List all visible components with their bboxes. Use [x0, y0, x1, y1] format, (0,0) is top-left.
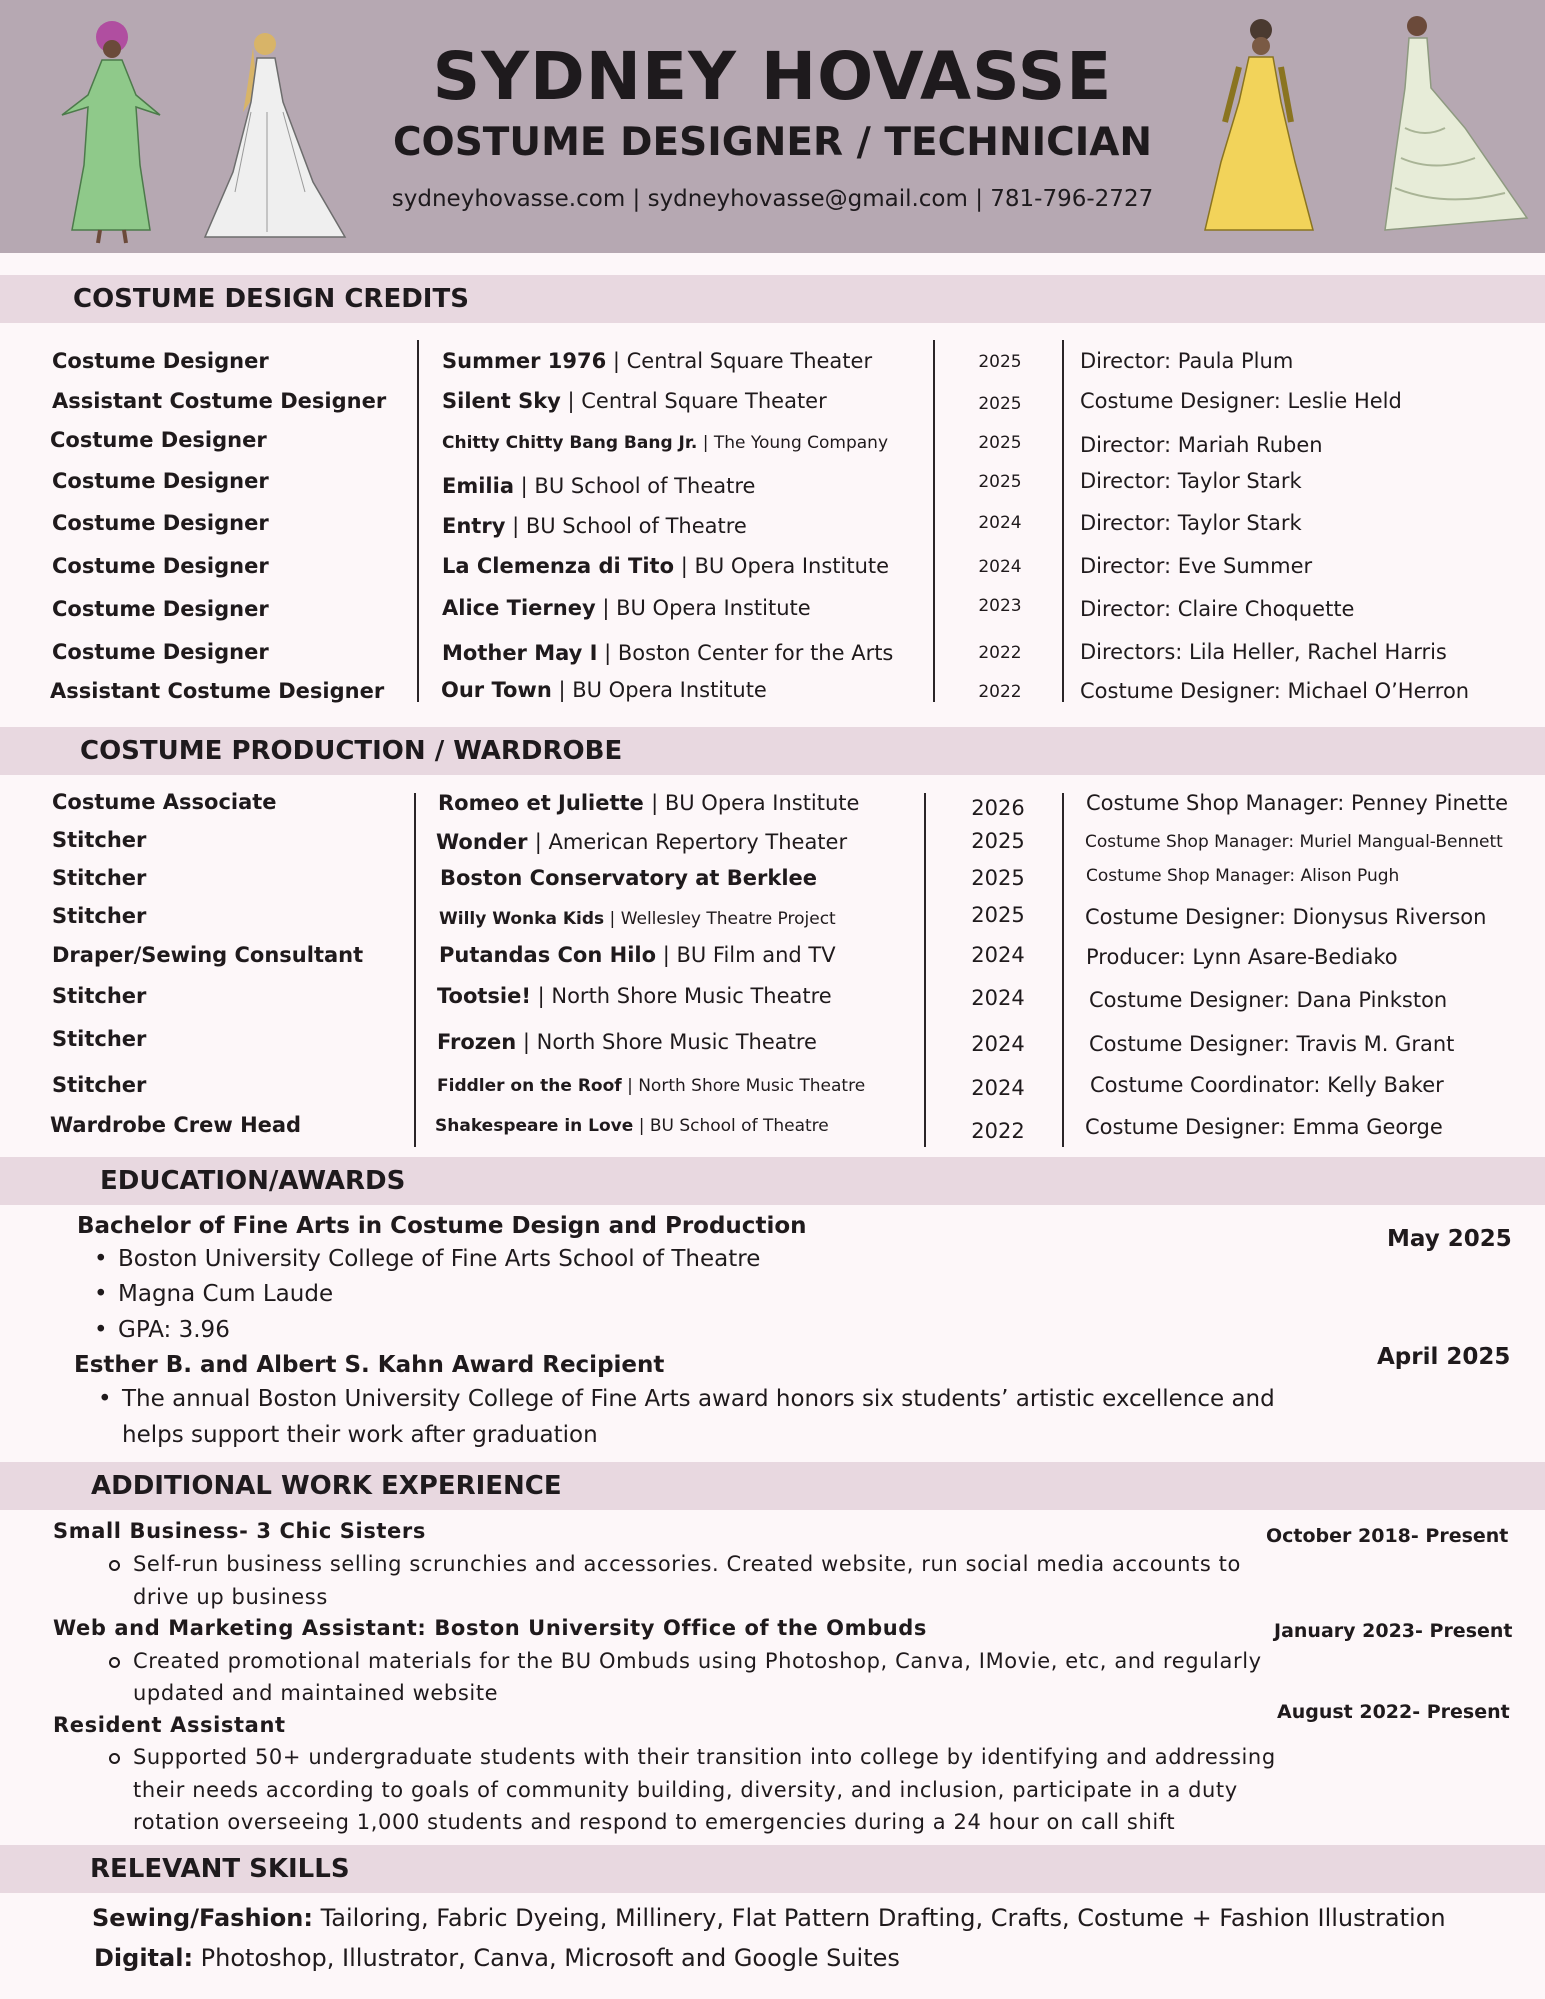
- section-skills: [0, 1845, 1545, 1893]
- credit-year: 2023: [978, 596, 1022, 616]
- degree-bullet: • GPA: 3.96: [118, 1317, 230, 1343]
- production-role: Stitcher: [52, 1073, 147, 1097]
- production-year: 2025: [971, 866, 1025, 890]
- production-year: 2024: [971, 986, 1025, 1010]
- job-title: Web and Marketing Assistant: Boston University Office of the Ombuds: [53, 1616, 927, 1640]
- production-role: Draper/Sewing Consultant: [52, 943, 364, 967]
- degree-bullet: • Boston University College of Fine Arts School of Theatre: [118, 1246, 760, 1272]
- section-title: COSTUME DESIGN CREDITS: [73, 284, 469, 314]
- credit-contact: Director: Taylor Stark: [1080, 511, 1302, 535]
- production-show: Tootsie! | North Shore Music Theatre: [437, 984, 832, 1008]
- credit-show: Alice Tierney | BU Opera Institute: [442, 596, 811, 620]
- production-row: [0, 943, 1545, 977]
- contact-line: sydneyhovasse.com | sydneyhovasse@gmail.com | 781-796-2727: [391, 186, 1154, 212]
- award-bullet-continued: helps support their work after graduation: [122, 1422, 598, 1448]
- production-year: 2025: [971, 903, 1025, 927]
- credit-row: [0, 511, 1545, 545]
- credit-year: 2025: [978, 472, 1022, 492]
- credit-show: Summer 1976 | Central Square Theater: [442, 349, 873, 373]
- credit-show: Emilia | BU School of Theatre: [442, 474, 756, 498]
- credit-year: 2024: [978, 557, 1022, 577]
- production-role: Stitcher: [52, 984, 147, 1008]
- production-show: Fiddler on the Roof | North Shore Music Theatre: [437, 1076, 866, 1096]
- credit-show: Chitty Chitty Bang Bang Jr. | The Young Company: [442, 433, 889, 453]
- production-role: Wardrobe Crew Head: [50, 1113, 302, 1137]
- credit-role: Costume Designer: [52, 554, 269, 578]
- resume-title: COSTUME DESIGNER / TECHNICIAN: [392, 120, 1153, 165]
- job-description-continued: their needs according to goals of community building, diversity, and inclusion, participate in a duty: [133, 1778, 1238, 1802]
- credit-show: Our Town | BU Opera Institute: [441, 678, 767, 702]
- production-role: Stitcher: [52, 904, 147, 928]
- credit-role: Costume Designer: [50, 428, 267, 452]
- credit-show: Mother May I | Boston Center for the Arts: [442, 641, 894, 665]
- section-title: ADDITIONAL WORK EXPERIENCE: [91, 1471, 562, 1501]
- credit-row: [0, 679, 1545, 713]
- production-role: Costume Associate: [52, 790, 277, 814]
- credit-contact: Director: Mariah Ruben: [1080, 433, 1323, 457]
- credit-year: 2024: [978, 513, 1022, 533]
- production-year: 2022: [971, 1119, 1025, 1143]
- credit-row: [0, 554, 1545, 588]
- section-design-credits: [0, 275, 1545, 323]
- credit-year: 2025: [978, 433, 1022, 453]
- production-contact: Costume Designer: Dionysus Riverson: [1085, 905, 1487, 929]
- production-contact: Costume Shop Manager: Penney Pinette: [1086, 791, 1509, 815]
- production-role: Stitcher: [52, 828, 147, 852]
- production-contact: Producer: Lynn Asare-Bediako: [1086, 945, 1398, 969]
- production-year: 2026: [971, 796, 1025, 820]
- production-contact: Costume Shop Manager: Muriel Mangual-Bennett: [1085, 832, 1503, 852]
- credit-row: [0, 428, 1545, 462]
- job-description-continued: updated and maintained website: [133, 1681, 499, 1705]
- production-contact: Costume Designer: Travis M. Grant: [1089, 1032, 1455, 1056]
- credit-year: 2025: [978, 394, 1022, 414]
- production-row: [0, 1073, 1545, 1107]
- credit-contact: Directors: Lila Heller, Rachel Harris: [1080, 640, 1447, 664]
- job-date: October 2018- Present: [1266, 1525, 1509, 1547]
- production-show: Putandas Con Hilo | BU Film and TV: [439, 943, 836, 967]
- job-description-continued: drive up business: [133, 1585, 328, 1609]
- degree-bullet: • Magna Cum Laude: [118, 1281, 333, 1307]
- production-show: Willy Wonka Kids | Wellesley Theatre Project: [439, 909, 836, 929]
- section-title: COSTUME PRODUCTION / WARDROBE: [80, 736, 623, 766]
- credit-show: Entry | BU School of Theatre: [442, 514, 747, 538]
- production-show: Shakespeare in Love | BU School of Theatre: [435, 1116, 829, 1136]
- credit-contact: Director: Eve Summer: [1080, 554, 1313, 578]
- section-title: EDUCATION/AWARDS: [100, 1166, 406, 1196]
- skills-sewing: [92, 1904, 1446, 1932]
- skills-digital: [94, 1944, 900, 1972]
- skills-sewing-label: Sewing/Fashion:: [92, 1904, 313, 1932]
- credit-role: Costume Designer: [52, 597, 269, 621]
- job-description: Created promotional materials for the BU Ombuds using Photoshop, Canva, IMovie, etc, and regularly: [133, 1649, 1262, 1673]
- credit-contact: Director: Paula Plum: [1080, 349, 1294, 373]
- production-contact: Costume Designer: Dana Pinkston: [1089, 988, 1448, 1012]
- header-banner: [0, 0, 1545, 253]
- credit-contact: Director: Taylor Stark: [1080, 469, 1302, 493]
- production-year: 2024: [971, 943, 1025, 967]
- production-show: Frozen | North Shore Music Theatre: [437, 1030, 817, 1054]
- section-title: RELEVANT SKILLS: [90, 1854, 350, 1884]
- production-contact: Costume Coordinator: Kelly Baker: [1090, 1073, 1444, 1097]
- credit-row: [0, 349, 1545, 383]
- job-date: August 2022- Present: [1277, 1701, 1510, 1723]
- job-description: Self-run business selling scrunchies and accessories. Created website, run social media accounts to: [133, 1552, 1241, 1576]
- award-bullet: • The annual Boston University College of Fine Arts award honors six students’ artistic excellence and: [122, 1386, 1275, 1412]
- production-year: 2025: [971, 829, 1025, 853]
- production-row: [0, 984, 1545, 1018]
- section-work: [0, 1462, 1545, 1510]
- production-row: [0, 1113, 1545, 1147]
- credit-year: 2022: [978, 682, 1022, 702]
- production-show: Boston Conservatory at Berklee: [440, 866, 818, 890]
- production-contact: Costume Shop Manager: Alison Pugh: [1086, 866, 1400, 886]
- credit-role: Costume Designer: [52, 349, 269, 373]
- production-year: 2024: [971, 1032, 1025, 1056]
- job-title: Resident Assistant: [53, 1713, 286, 1737]
- credit-contact: Director: Claire Choquette: [1080, 597, 1355, 621]
- production-contact: Costume Designer: Emma George: [1085, 1115, 1443, 1139]
- skills-sewing-list: Tailoring, Fabric Dyeing, Millinery, Flat Pattern Drafting, Crafts, Costume + Fashion Illustration: [312, 1904, 1446, 1932]
- credit-year: 2025: [978, 352, 1022, 372]
- production-row: [0, 790, 1545, 824]
- degree-date: May 2025: [1387, 1226, 1512, 1252]
- credit-role: Assistant Costume Designer: [52, 389, 387, 413]
- credit-contact: Costume Designer: Leslie Held: [1080, 389, 1402, 413]
- production-row: [0, 828, 1545, 862]
- production-show: Wonder | American Repertory Theater: [436, 830, 848, 854]
- job-description-continued: rotation overseeing 1,000 students and respond to emergencies during a 24 hour on call shift: [133, 1810, 1176, 1834]
- production-show: Romeo et Juliette | BU Opera Institute: [438, 791, 860, 815]
- production-row: [0, 904, 1545, 938]
- production-row: [0, 866, 1545, 900]
- credit-row: [0, 640, 1545, 674]
- credit-contact: Costume Designer: Michael O’Herron: [1080, 679, 1470, 703]
- section-education: [0, 1157, 1545, 1205]
- credit-show: Silent Sky | Central Square Theater: [442, 389, 827, 413]
- job-description: Supported 50+ undergraduate students with their transition into college by identifying and addressing: [133, 1745, 1276, 1769]
- credit-role: Costume Designer: [52, 511, 269, 535]
- resume-name: SYDNEY HOVASSE: [432, 38, 1113, 115]
- award-date: April 2025: [1377, 1344, 1511, 1370]
- credit-role: Assistant Costume Designer: [50, 679, 385, 703]
- production-row: [0, 1027, 1545, 1061]
- credit-role: Costume Designer: [52, 469, 269, 493]
- skills-digital-list: Photoshop, Illustrator, Canva, Microsoft and Google Suites: [193, 1944, 900, 1972]
- credit-year: 2022: [978, 643, 1022, 663]
- credit-show: La Clemenza di Tito | BU Opera Institute: [442, 554, 890, 578]
- production-role: Stitcher: [52, 866, 147, 890]
- production-year: 2024: [971, 1076, 1025, 1100]
- job-title: Small Business- 3 Chic Sisters: [53, 1519, 426, 1543]
- credit-row: [0, 389, 1545, 423]
- credit-row: [0, 469, 1545, 503]
- skills-digital-label: Digital:: [94, 1944, 194, 1972]
- section-production: [0, 727, 1545, 775]
- credit-row: [0, 597, 1545, 631]
- award-title: Esther B. and Albert S. Kahn Award Recipient: [74, 1352, 665, 1378]
- job-date: January 2023- Present: [1274, 1620, 1513, 1642]
- credit-role: Costume Designer: [52, 640, 269, 664]
- production-role: Stitcher: [52, 1027, 147, 1051]
- degree-title: Bachelor of Fine Arts in Costume Design and Production: [77, 1213, 807, 1239]
